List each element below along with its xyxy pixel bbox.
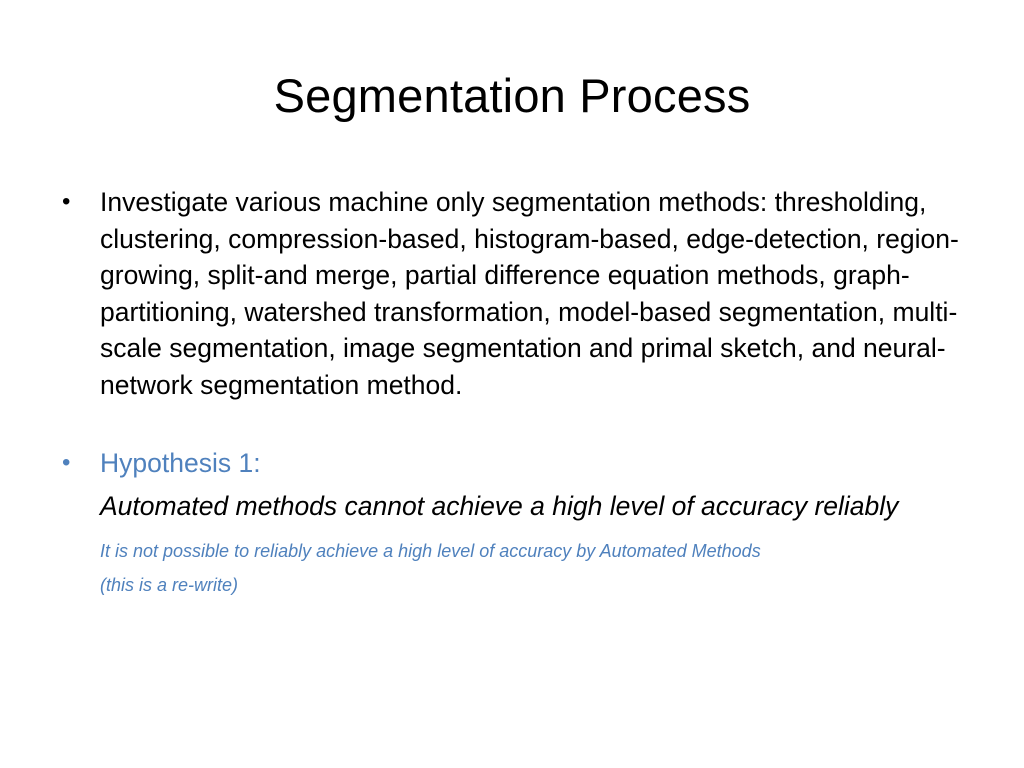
- hypothesis-heading: Hypothesis 1:: [100, 448, 261, 478]
- slide-title: Segmentation Process: [273, 69, 751, 122]
- slide-content: [62, 184, 962, 602]
- bullet-text: Investigate various machine only segmentation methods: thresholding, clustering, compression-based, histogram-based, edge-detection, region-growing, split-and merge, partial difference equation methods, graph-partitioning, watershed transformation, model-based segmentation, multi-scale segmentation, image segmentation and primal sketch, and neural-network segmentation method.: [100, 187, 959, 400]
- bullet-methods: [62, 184, 962, 403]
- hypothesis-rewrite: It is not possible to reliably achieve a high level of accuracy by Automated Methods: [100, 541, 761, 561]
- bullet-marker: •: [62, 449, 71, 476]
- rewrite-note: (this is a re-write): [100, 575, 239, 595]
- hypothesis-statement: Automated methods cannot achieve a high level of accuracy reliably: [100, 490, 899, 521]
- bullet-marker: •: [62, 188, 71, 215]
- bullet-hypothesis: [62, 445, 962, 482]
